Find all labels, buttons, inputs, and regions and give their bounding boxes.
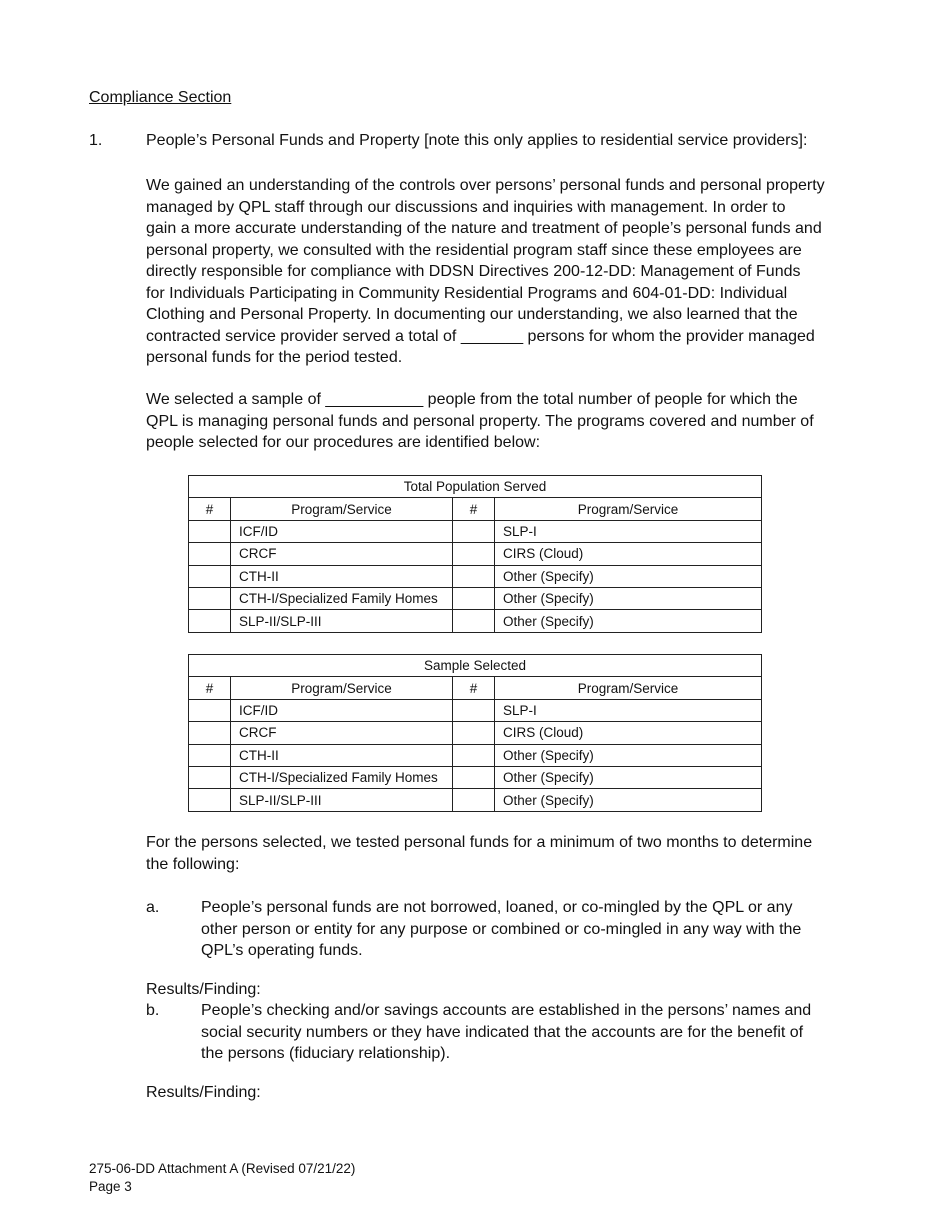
program-cell: Other (Specify) bbox=[495, 766, 762, 788]
table-row bbox=[189, 587, 762, 609]
column-header: # bbox=[453, 677, 495, 699]
item-b-label: b. bbox=[146, 1002, 160, 1019]
text-line: gain a more accurate understanding of the nature and treatment of people’s personal funds and bbox=[146, 220, 822, 237]
count-cell bbox=[453, 520, 495, 542]
program-cell: CIRS (Cloud) bbox=[495, 543, 762, 565]
footer bbox=[89, 1160, 355, 1196]
program-cell: CRCF bbox=[231, 722, 453, 744]
program-cell: CIRS (Cloud) bbox=[495, 722, 762, 744]
text-line: For the persons selected, we tested personal funds for a minimum of two months to determine bbox=[146, 834, 813, 851]
program-cell: CTH-II bbox=[231, 565, 453, 587]
text-line: contracted service provider served a total of _______ persons for whom the provider managed bbox=[146, 327, 815, 345]
footer-revision: 275-06-DD Attachment A (Revised 07/21/22) bbox=[89, 1161, 356, 1176]
count-cell bbox=[453, 744, 495, 766]
sample-selected-table bbox=[188, 654, 762, 812]
program-cell: Other (Specify) bbox=[495, 587, 762, 609]
table-row bbox=[189, 766, 762, 788]
count-cell bbox=[453, 565, 495, 587]
item-a-text bbox=[201, 897, 801, 962]
total-population-table bbox=[188, 475, 762, 633]
table-row bbox=[189, 565, 762, 587]
item-b-text bbox=[201, 1000, 811, 1065]
program-cell: CTH-II bbox=[231, 744, 453, 766]
text-line: personal property, we consulted with the residential program staff since these employees are bbox=[146, 241, 802, 259]
text-line: People’s checking and/or savings accounts are established in the persons’ names and bbox=[201, 1002, 812, 1019]
text-line: for Individuals Participating in Community Residential Programs and 604-01-DD: Individual bbox=[146, 284, 788, 302]
count-cell bbox=[453, 610, 495, 632]
program-cell: SLP-I bbox=[495, 699, 762, 721]
count-cell bbox=[189, 610, 231, 632]
program-cell: ICF/ID bbox=[231, 520, 453, 542]
text-line: the following: bbox=[146, 855, 240, 873]
program-cell: Other (Specify) bbox=[495, 789, 762, 811]
count-cell bbox=[189, 543, 231, 565]
section-heading: Compliance Section bbox=[89, 89, 232, 106]
program-cell: CRCF bbox=[231, 543, 453, 565]
count-cell bbox=[453, 722, 495, 744]
column-header: # bbox=[453, 498, 495, 520]
text-line: QPL is managing personal funds and personal property. The programs covered and number of bbox=[146, 412, 814, 430]
text-line: the persons (fiduciary relationship). bbox=[201, 1045, 451, 1062]
table-title-row bbox=[189, 655, 762, 677]
column-header: Program/Service bbox=[495, 498, 762, 520]
column-header: Program/Service bbox=[231, 677, 453, 699]
program-cell: Other (Specify) bbox=[495, 565, 762, 587]
count-cell bbox=[453, 789, 495, 811]
text-line: directly responsible for compliance with DDSN Directives 200-12-DD: Management of Funds bbox=[146, 263, 801, 280]
program-cell: SLP-II/SLP-III bbox=[231, 610, 453, 632]
text-line: managed by QPL staff through our discussions and inquiries with management. In order to bbox=[146, 198, 786, 216]
sample-paragraph bbox=[146, 389, 814, 454]
table-row bbox=[189, 543, 762, 565]
text-line: Clothing and Personal Property. In documenting our understanding, we also learned that the bbox=[146, 306, 798, 323]
count-cell bbox=[189, 744, 231, 766]
table-row bbox=[189, 744, 762, 766]
item-title: People’s Personal Funds and Property [note this only applies to residential service providers]: bbox=[146, 132, 808, 149]
column-header: Program/Service bbox=[495, 677, 762, 699]
table-row bbox=[189, 520, 762, 542]
count-cell bbox=[189, 565, 231, 587]
count-cell bbox=[453, 766, 495, 788]
table-title: Total Population Served bbox=[189, 476, 762, 498]
table-title: Sample Selected bbox=[189, 655, 762, 677]
table-row bbox=[189, 610, 762, 632]
program-cell: ICF/ID bbox=[231, 699, 453, 721]
count-cell bbox=[453, 543, 495, 565]
tested-paragraph bbox=[146, 832, 812, 875]
count-cell bbox=[189, 722, 231, 744]
item-number: 1. bbox=[89, 132, 103, 149]
table-title-row bbox=[189, 476, 762, 498]
text-line: QPL’s operating funds. bbox=[201, 942, 363, 959]
text-line: personal funds for the period tested. bbox=[146, 349, 403, 366]
column-header: # bbox=[189, 498, 231, 520]
count-cell bbox=[189, 520, 231, 542]
results-finding-b: Results/Finding: bbox=[146, 1084, 261, 1101]
program-cell: CTH-I/Specialized Family Homes bbox=[231, 587, 453, 609]
text-line: other person or entity for any purpose or combined or co-mingled in any way with the bbox=[201, 920, 802, 938]
text-line: people selected for our procedures are identified below: bbox=[146, 434, 541, 451]
column-header: Program/Service bbox=[231, 498, 453, 520]
text-line: We selected a sample of ___________ people from the total number of people for which the bbox=[146, 391, 798, 408]
text-line: We gained an understanding of the controls over persons’ personal funds and personal property bbox=[146, 177, 825, 194]
program-cell: SLP-I bbox=[495, 520, 762, 542]
item-a-label: a. bbox=[146, 899, 160, 916]
count-cell bbox=[189, 766, 231, 788]
column-header: # bbox=[189, 677, 231, 699]
count-cell bbox=[189, 789, 231, 811]
count-cell bbox=[189, 587, 231, 609]
table-row bbox=[189, 722, 762, 744]
count-cell bbox=[453, 587, 495, 609]
program-cell: CTH-I/Specialized Family Homes bbox=[231, 766, 453, 788]
table-header-row bbox=[189, 677, 762, 699]
count-cell bbox=[189, 699, 231, 721]
text-line: social security numbers or they have indicated that the accounts are for the benefit of bbox=[201, 1023, 804, 1041]
table-row bbox=[189, 699, 762, 721]
understanding-paragraph bbox=[146, 175, 825, 369]
text-line: People’s personal funds are not borrowed, loaned, or co-mingled by the QPL or any bbox=[201, 899, 793, 916]
count-cell bbox=[453, 699, 495, 721]
program-cell: Other (Specify) bbox=[495, 744, 762, 766]
table-header-row bbox=[189, 498, 762, 520]
footer-page-number: Page 3 bbox=[89, 1179, 132, 1194]
program-cell: SLP-II/SLP-III bbox=[231, 789, 453, 811]
program-cell: Other (Specify) bbox=[495, 610, 762, 632]
table-row bbox=[189, 789, 762, 811]
results-finding-a: Results/Finding: bbox=[146, 981, 261, 998]
